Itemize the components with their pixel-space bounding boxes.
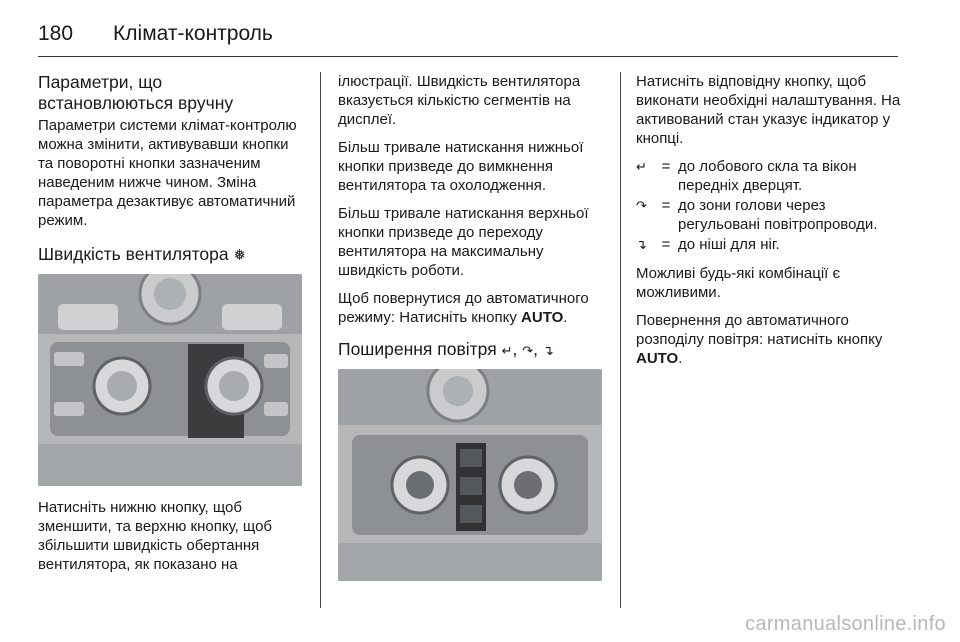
fan-speed-heading-text: Швидкість вентилятора <box>38 244 229 264</box>
equals-sign: = <box>661 197 671 214</box>
head-airflow-icon: ↷ <box>522 343 534 358</box>
paragraph-long-press-upper: Більш тривале натискання верхньої кнопки призведе до переходу вентилятора на максимальну швидкість роботи. <box>338 205 589 279</box>
return-auto-text: Щоб повернутися до автоматичного режиму: Натисніть кнопку <box>338 290 589 326</box>
fan-speed-photo <box>38 274 302 486</box>
column-3 <box>636 72 906 377</box>
return-auto-distribution-text: Повернення до автоматичного розподілу повітря: натисніть кнопку <box>636 312 883 348</box>
list-item <box>636 235 906 254</box>
list-item <box>636 157 906 195</box>
footwell-airflow-icon: ↴ <box>542 343 554 358</box>
list-item-text: до ніші для ніг. <box>678 236 780 253</box>
return-auto-period: . <box>563 309 568 326</box>
list-item-text: до лобового скла та вікон передніх дверцят. <box>678 158 857 194</box>
windshield-airflow-icon: ↵ <box>501 343 513 358</box>
paragraph-return-auto-distribution <box>636 311 906 368</box>
page-header <box>38 14 273 54</box>
footwell-airflow-icon: ↴ <box>636 237 647 252</box>
air-distribution-heading-text: Поширення повітря <box>338 339 497 359</box>
air-distribution-photo <box>338 369 602 581</box>
column-1 <box>38 72 302 583</box>
column-2 <box>338 72 606 593</box>
section-heading-manual: Параметри, що встановлюються вручну <box>38 72 234 113</box>
paragraph-return-auto <box>338 289 606 327</box>
auto-label: AUTO <box>636 350 679 367</box>
head-airflow-icon: ↷ <box>636 198 647 213</box>
equals-sign: = <box>661 158 671 175</box>
column-divider-1 <box>320 72 321 608</box>
windshield-airflow-icon: ↵ <box>636 159 647 174</box>
caption-fan-speed: Натисніть нижню кнопку, щоб зменшити, та верхню кнопку, щоб збільшити швидкість обертання вентилятора, як показано на <box>38 499 273 573</box>
header-rule <box>38 56 898 57</box>
list-item <box>636 196 906 234</box>
paragraph-manual-intro: Параметри системи клімат-контролю можна змінити, активувавши кнопки та поворотні кнопки зазначеним наведеним нижче чином. Зміна параметра дезактивує автоматичний режим. <box>38 117 297 229</box>
section-heading-air-distribution: Поширення повітря ↵, ↷, ↴ <box>338 339 554 359</box>
equals-sign: = <box>661 236 671 253</box>
fan-icon: ❅ <box>233 247 247 264</box>
page-number: 180 <box>38 22 74 45</box>
paragraph-long-press-lower: Більш тривале натискання нижньої кнопки призведе до вимкнення вентилятора та охолодження. <box>338 139 584 194</box>
auto-label: AUTO <box>521 309 564 326</box>
page-title: Клімат-контроль <box>113 22 273 45</box>
paragraph-fan-indicator: ілюстрації. Швидкість вентилятора вказується кількістю сегментів на дисплеї. <box>338 73 581 128</box>
section-heading-fan-speed <box>38 244 302 266</box>
list-item-text: до зони голови через регульовані повітропроводи. <box>678 197 878 233</box>
watermark: carmanualsonline.info <box>745 613 946 635</box>
paragraph-combinations: Можливі будь-які комбінації є можливими. <box>636 265 841 301</box>
column-divider-2 <box>620 72 621 608</box>
return-auto-distribution-period: . <box>678 350 683 367</box>
paragraph-press-button: Натисніть відповідну кнопку, щоб виконати необхідні налаштування. На активований стан указує індикатор у кнопці. <box>636 73 901 147</box>
